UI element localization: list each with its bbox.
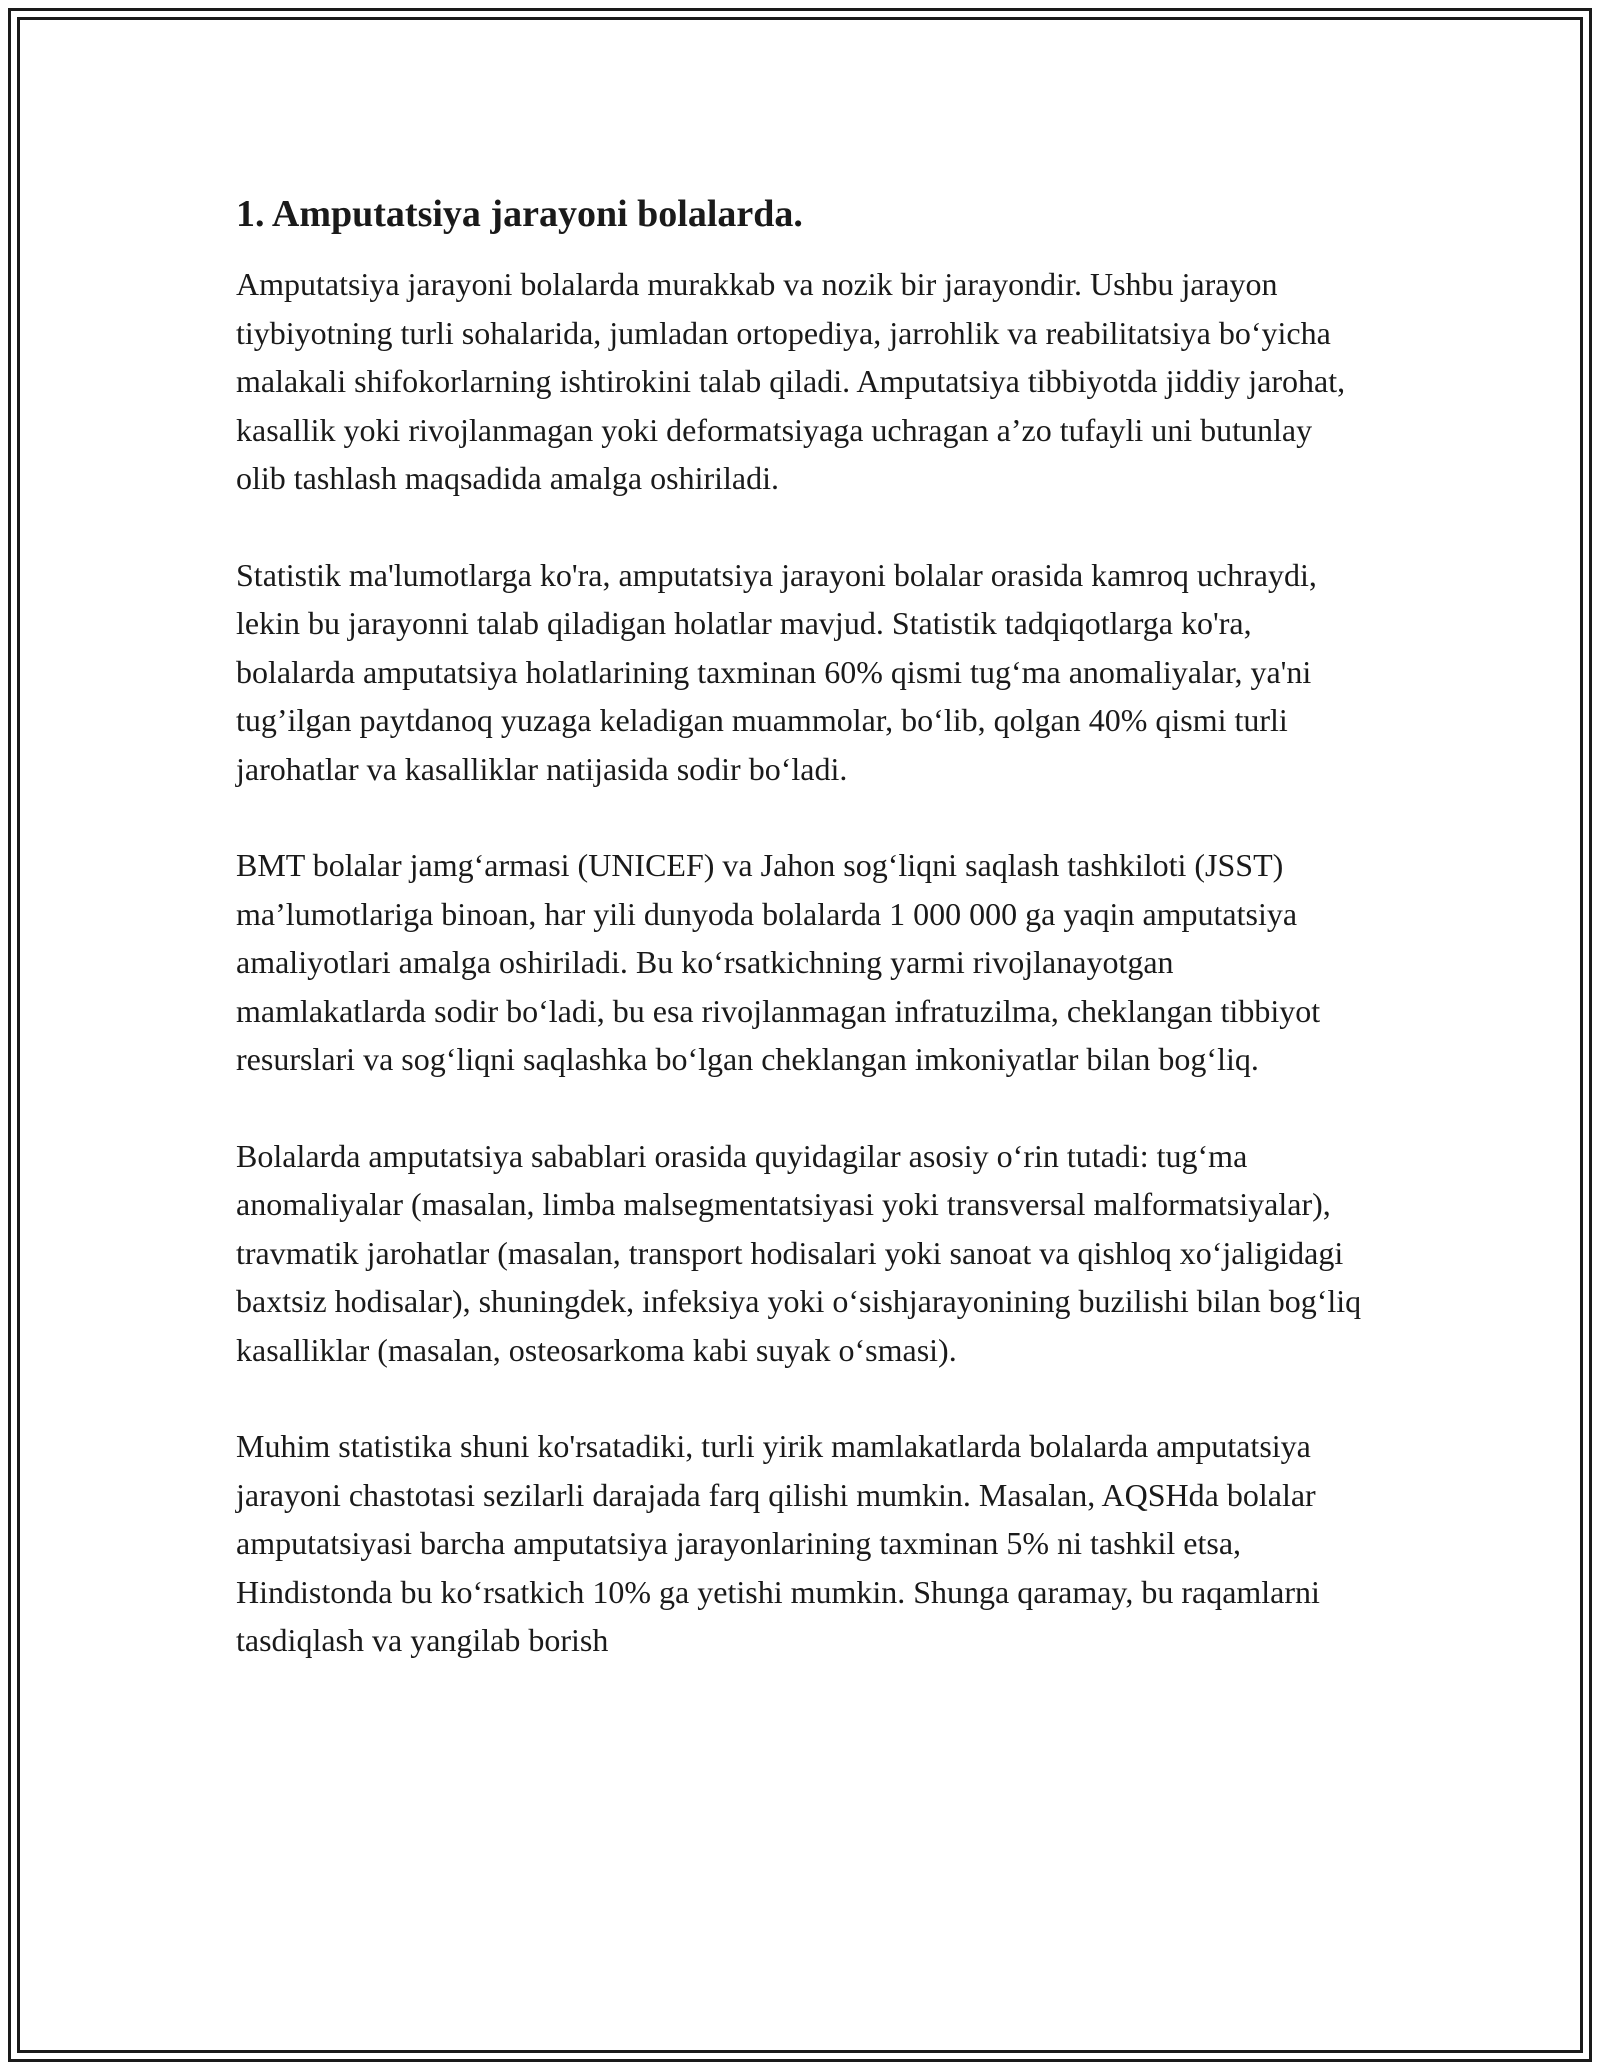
paragraph-country-comparison: Muhim statistika shuni ko'rsatadiki, turli yirik mamlakatlarda bolalarda amputatsiya jarayoni chastotasi sezilarli darajada farq qilishi mumkin. Masalan, AQSHda bolalar amputatsiyasi barcha amputatsiya jarayonlarining taxminan 5% ni tashkil etsa, Hindistonda bu ko‘rsatkich 10% ga yetishi mumkin. Shunga qaramay, bu raqamlarni tasdiqlash va yangilab borish bbox=[236, 1428, 1320, 1658]
section-heading: 1. Amputatsiya jarayoni bolalarda. bbox=[236, 193, 803, 235]
paragraph-intro: Amputatsiya jarayoni bolalarda murakkab va nozik bir jarayondir. Ushbu jarayon tiybiyotning turli sohalarida, jumladan ortopediya, jarrohlik va reabilitatsiya bo‘yicha malakali shifokorlarning ishtirokini talab qiladi. Amputatsiya tibbiyotda jiddiy jarohat, kasallik yoki rivojlanmagan yoki deformatsiyaga uchragan a’zo tufayli uni butunlay olib tashlash maqsadida amalga oshiriladi. bbox=[236, 266, 1346, 496]
document-body bbox=[236, 186, 1366, 1713]
paragraph-causes: Bolalarda amputatsiya sabablari orasida quyidagilar asosiy o‘rin tutadi: tug‘ma anomaliyalar (masalan, limba malsegmentatsiyasi yoki transversal malformatsiyalar), travmatik jarohatlar (masalan, transport hodisalari yoki sanoat va qishloq xo‘jaligidagi baxtsiz hodisalar), shuningdek, infeksiya yoki o‘sishjarayonining buzilishi bilan bog‘liq kasalliklar (masalan, osteosarkoma kabi suyak o‘smasi). bbox=[236, 1137, 1362, 1368]
paragraph-unicef-who: BMT bolalar jamg‘armasi (UNICEF) va Jahon sog‘liqni saqlash tashkiloti (JSST) ma’lumotlariga binoan, har yili dunyoda bolalarda 1 000 000 ga yaqin amputatsiya amaliyotlari amalga oshiriladi. Bu ko‘rsatkichning yarmi rivojlanayotgan mamlakatlarda sodir bo‘ladi, bu esa rivojlanmagan infratuzilma, cheklangan tibbiyot resurslari va sog‘liqni saqlashka bo‘lgan cheklangan imkoniyatlar bilan bog‘liq. bbox=[236, 847, 1321, 1077]
paragraph-statistics: Statistik ma'lumotlarga ko'ra, amputatsiya jarayoni bolalar orasida kamroq uchraydi, lekin bu jarayonni talab qiladigan holatlar mavjud. Statistik tadqiqotlarga ko'ra, bolalarda amputatsiya holatlarining taxminan 60% qismi tug‘ma anomaliyalar, ya'ni tug’ilgan paytdanoq yuzaga keladigan muammolar, bo‘lib, qolgan 40% qismi turli jarohatlar va kasalliklar natijasida sodir bo‘ladi. bbox=[236, 556, 1317, 787]
